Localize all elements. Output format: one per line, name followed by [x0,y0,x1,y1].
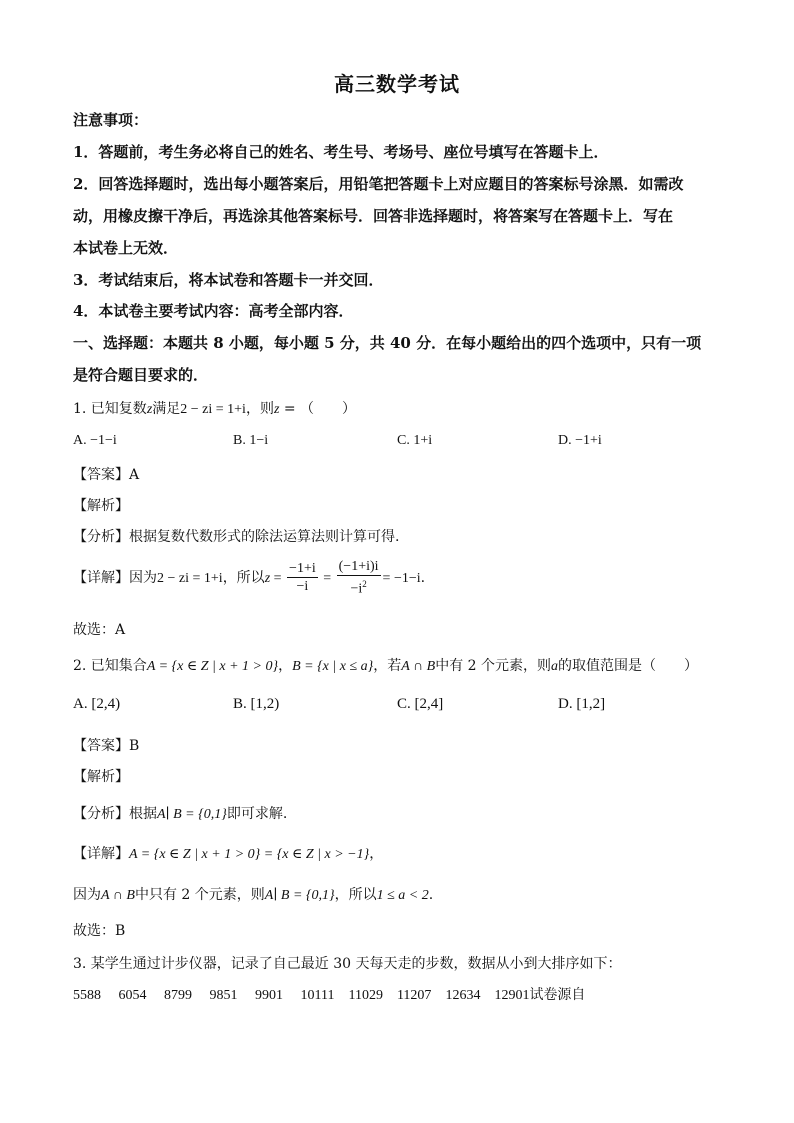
notice-item-4: 4．本试卷主要考试内容：高考全部内容． [73,302,354,320]
q2-detail-end: ， [369,846,384,862]
q1-fenxi: 【分析】根据复数代数形式的除法运算法则计算可得. [73,529,400,545]
q3-data-item: 6054 [118,988,147,1003]
q3-data-item: 11207 [396,988,432,1003]
q3-data-item: 12634 [445,988,481,1003]
q2-param: a [551,659,559,674]
q1-fraction-1 [287,560,318,595]
q1-equation: 2 − zi = 1+i [180,402,246,417]
q1-result: = −1−i [382,570,421,586]
q1-suffix: ，则 [245,401,274,417]
section-heading-line2: 是符合题目要求的． [73,366,209,384]
q1-fraction-2 [337,558,381,598]
q3-data-item: 9851 [209,988,238,1003]
q1-result-end: . [420,569,426,586]
q2-answer: 【答案】B [73,738,140,754]
q2-detail-eq: A = {x ∈ Z | x + 1 > 0} = {x ∈ Z | x > −1} [129,847,370,862]
page-title: 高三数学考试 [334,72,460,96]
q2-set-a: A = {x ∈ Z | x + 1 > 0} [146,659,279,674]
q2-option-a: A. [2,4) [73,696,121,712]
q2-option-b: B. [1,2) [233,696,280,712]
q2-because-prefix: 因为 [73,887,101,903]
q1-frac1-den: −i [296,579,309,595]
notice-item-2-cont: 动，用橡皮擦干净后，再选涂其他答案标号．回答非选择题时，将答案写在答题卡上．写在 [73,207,674,225]
q2-because-eq: A∣ B = {0,1} [264,888,335,903]
q3-data-row [73,984,585,1004]
q2-stem [73,655,698,675]
q3-data-item: 5588 [73,988,101,1003]
q2-intersection: A ∩ B [401,659,436,674]
q1-detail-eq: 2 − zi = 1+i [157,570,223,586]
q1-analysis-label: 【解析】 [73,498,129,514]
q2-because [73,884,433,904]
q1-stem [73,398,356,418]
q2-sep: ， [278,658,293,674]
notice-item-1: 1．答题前，考生务必将自己的姓名、考生号、考场号、座位号填写在答题卡上． [73,143,609,161]
q2-cond3: 的取值范围是（ ） [558,658,699,674]
watermark-text: 试卷源自 [529,987,586,1003]
notice-item-3: 3．考试结束后，将本试卷和答题卡一并交回． [73,271,384,289]
q2-fenxi [73,803,287,823]
q1-option-b: B. 1−i [233,433,269,448]
q2-fenxi-eq: A∣ B = {0,1} [157,807,227,822]
q2-detail [73,843,383,863]
q1-frac2-den: −i [350,581,363,597]
notice-item-2-end: 本试卷上无效． [73,239,179,257]
section-heading-line1: 一、选择题：本题共 8 小题，每小题 5 分，共 40 分．在每小题给出的四个选项中，只有一项 [73,334,702,352]
q2-option-d: D. [1,2] [558,696,606,712]
q2-analysis-label: 【解析】 [73,769,129,785]
notice-item-2: 2．回答选择题时，选出每小题答案后，用铅笔把答题卡上对应题目的答案标号涂黑．如需改 [73,175,684,193]
q3-data-item: 9901 [255,988,283,1003]
q2-option-c: C. [2,4] [397,696,444,712]
q2-fenxi-prefix: 【分析】根据 [73,806,157,822]
q2-because-mid2: ，所以 [334,887,377,903]
q3-data-item: 8799 [164,988,192,1003]
q1-option-a: A. −1−i [73,433,117,448]
notice-heading: 注意事项： [73,111,149,129]
q2-cond2: 中有 2 个元素，则 [435,658,552,674]
q1-answer: 【答案】A [73,467,140,483]
q3-data-item: 10111 [300,988,335,1003]
q2-detail-prefix: 【详解】 [73,846,129,862]
q1-ask: z [273,402,280,417]
q1-detail-prefix: 【详解】因为 [73,569,157,586]
q1-prefix: 1. 已知复数 [73,401,147,417]
q1-detail: 【详解】因为2 − zi = 1+i，所以z = $\frac{-1+i}{-i}$ = $\frac{(-1+i)i}{-i^2}$ = −1−i. [73,559,426,597]
q1-mid: 满足 [152,401,181,417]
q2-prefix: 2. 已知集合 [73,658,147,674]
q1-detail-z: z [264,570,271,586]
q2-because-inter: A ∩ B [101,888,135,903]
q2-set-b: B = {x | x ≤ a} [292,659,374,674]
q2-fenxi-suffix: 即可求解. [226,806,288,822]
q1-option-c: C. 1+i [397,433,433,448]
q2-cond1: ，若 [373,658,402,674]
q3-data-item: 11029 [348,988,383,1003]
q1-frac1-num: −1+i [289,561,316,577]
q1-frac2-den-sup: 2 [362,579,367,589]
q1-tail: = （ ） [279,401,357,417]
q2-because-mid: 中只有 2 个元素，则 [134,887,265,903]
q2-because-end: . [428,887,434,903]
q2-choice: 故选：B [73,923,126,939]
q1-choice: 故选：A [73,622,126,638]
q3-stem: 3. 某学生通过计步仪器，记录了自己最近 30 天每天走的步数，数据从小到大排序如下： [73,956,622,972]
q1-option-d: D. −1+i [558,433,602,448]
q1-var: z [146,402,153,417]
q1-frac2-num: (−1+i)i [338,559,379,574]
q2-because-range: 1 ≤ a < 2 [376,888,429,903]
q1-detail-mid: ，所以 [222,569,265,586]
q3-data-item: 12901 [494,988,530,1003]
